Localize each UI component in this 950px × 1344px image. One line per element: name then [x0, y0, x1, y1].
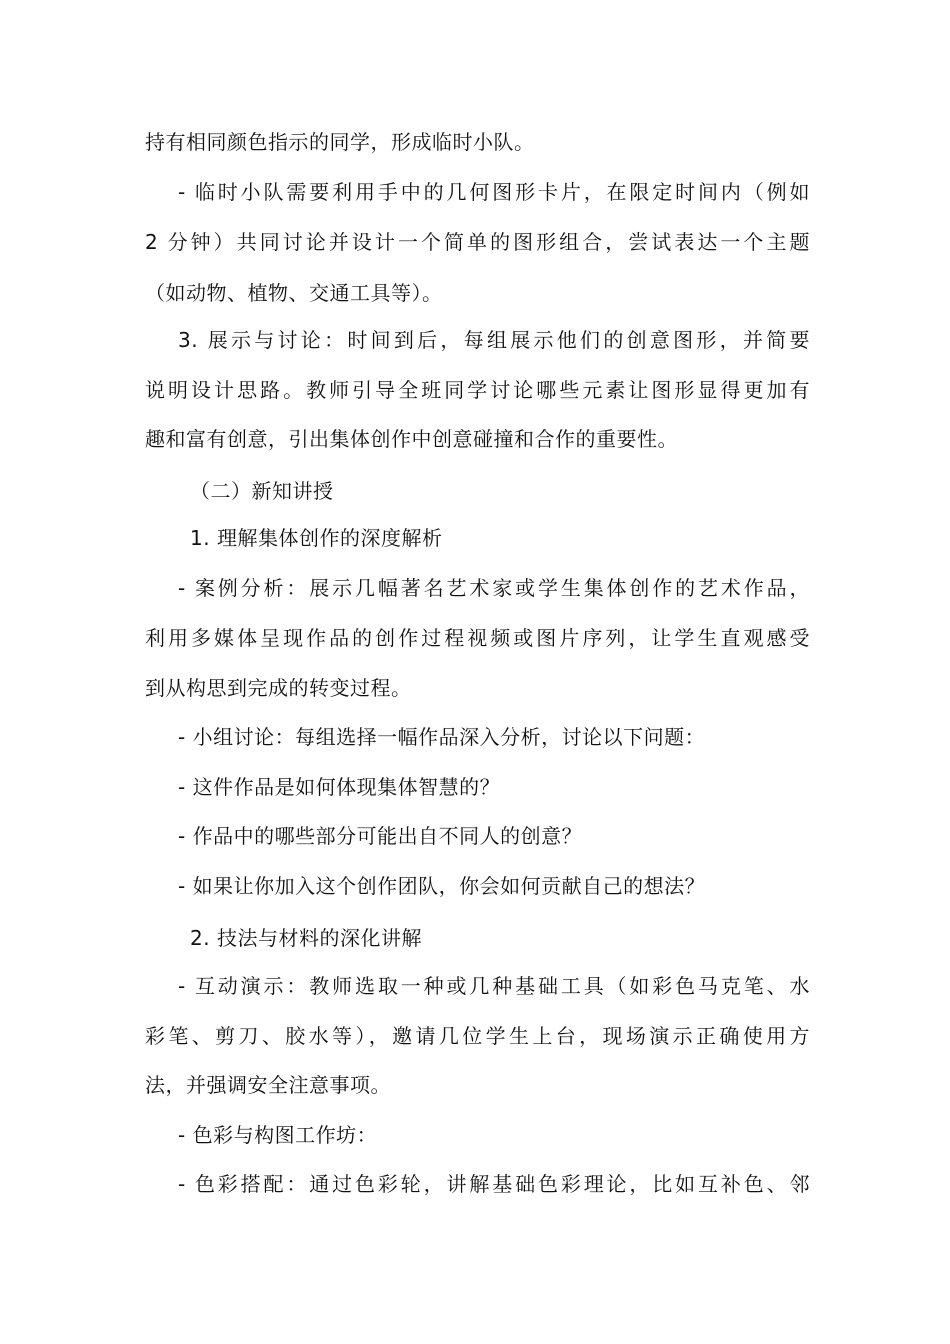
- text-line-15: - 作品中的哪些部分可能出自不同人的创意？: [178, 824, 583, 848]
- section-heading: （二）新知讲授: [190, 479, 334, 503]
- text-line-12: 到从构思到完成的转变过程。: [145, 676, 412, 700]
- subheading-1: 1. 理解集体创作的深度解析: [190, 526, 443, 550]
- text-line-10: - 案例分析：展示几幅著名艺术家或学生集体创作的艺术作品，: [178, 576, 810, 600]
- text-line-13: - 小组讨论：每组选择一幅作品深入分析，讨论以下问题：: [178, 725, 706, 749]
- text-line-22: - 色彩搭配：通过色彩轮，讲解基础色彩理论，比如互补色、邻: [178, 1172, 810, 1196]
- text-line-1: 持有相同颜色指示的同学，形成临时小队。: [145, 130, 535, 154]
- text-line-6: 说明设计思路。教师引导全班同学讨论哪些元素让图形显得更加有: [145, 378, 810, 402]
- text-line-7: 趣和富有创意，引出集体创作中创意碰撞和合作的重要性。: [145, 427, 678, 451]
- text-line-20: 法，并强调安全注意事项。: [145, 1073, 391, 1097]
- text-line-5: 3. 展示与讨论：时间到后，每组展示他们的创意图形，并简要: [178, 328, 810, 352]
- text-line-4: （如动物、植物、交通工具等）。: [145, 281, 443, 305]
- text-line-21: - 色彩与构图工作坊：: [178, 1123, 378, 1147]
- text-line-3: 2 分钟）共同讨论并设计一个简单的图形组合，尝试表达一个主题: [145, 230, 810, 254]
- text-line-16: - 如果让你加入这个创作团队，你会如何贡献自己的想法？: [178, 874, 706, 898]
- text-line-19: 彩笔、剪刀、胶水等），邀请几位学生上台，现场演示正确使用方: [145, 1024, 810, 1048]
- text-line-14: - 这件作品是如何体现集体智慧的？: [178, 775, 501, 799]
- text-line-11: 利用多媒体呈现作品的创作过程视频或图片序列，让学生直观感受: [145, 626, 810, 650]
- text-line-2: - 临时小队需要利用手中的几何图形卡片，在限定时间内（例如: [178, 180, 810, 204]
- subheading-2: 2. 技法与材料的深化讲解: [190, 926, 422, 950]
- text-line-18: - 互动演示：教师选取一种或几种基础工具（如彩色马克笔、水: [178, 974, 810, 998]
